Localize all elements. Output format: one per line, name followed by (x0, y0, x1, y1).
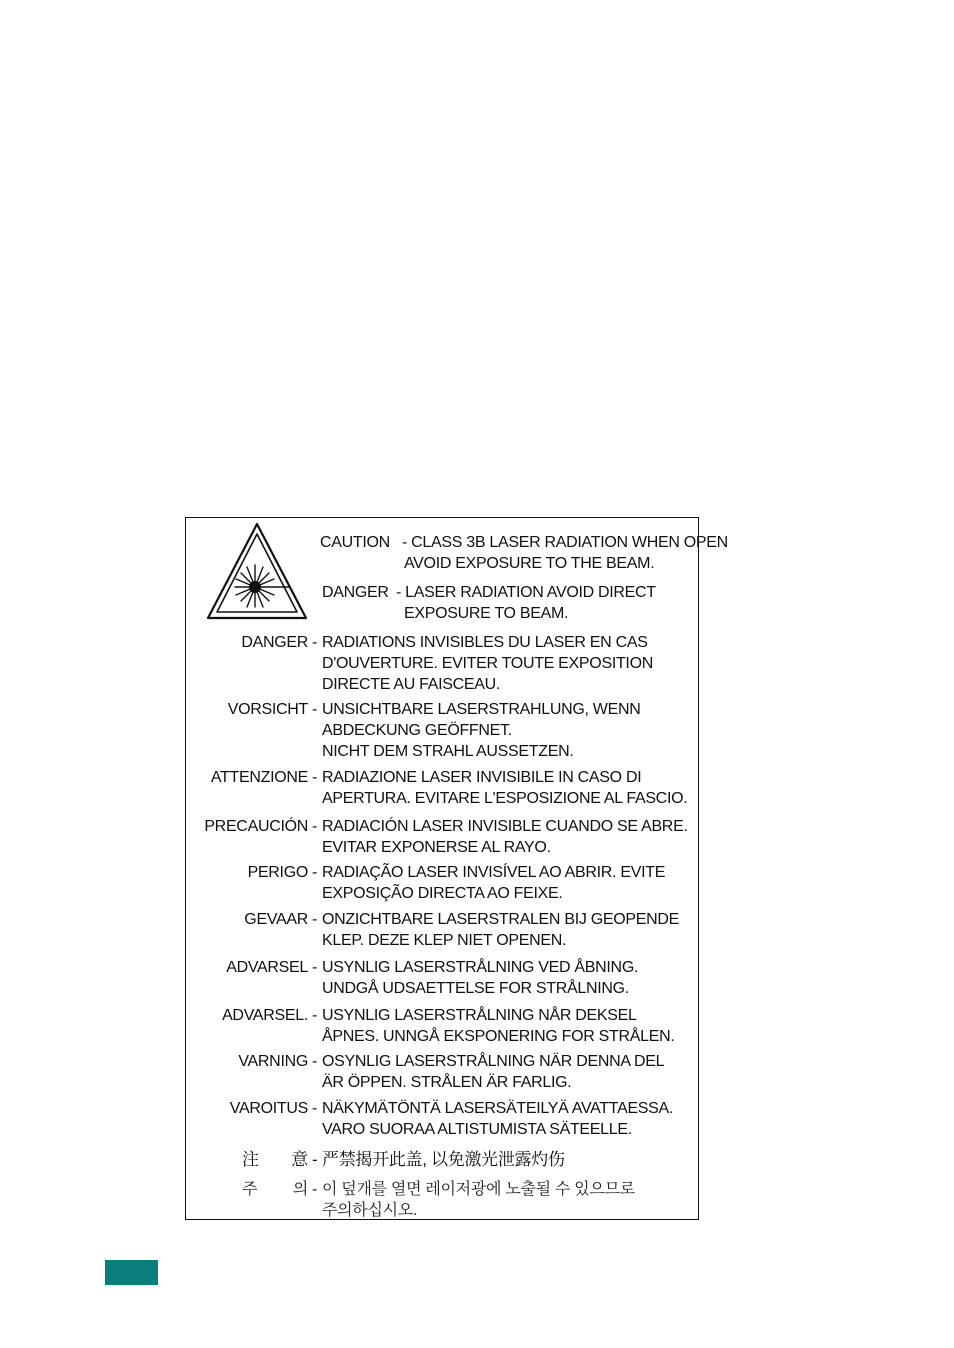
warning-nl-line-1: ONZICHTBARE LASERSTRALEN BIJ GEOPENDE (322, 911, 679, 928)
danger-en-keyword: DANGER (322, 584, 389, 601)
warning-it-line-2: APERTURA. EVITARE L'ESPOSIZIONE AL FASCIO. (322, 790, 688, 807)
laser-warning-label: CAUTION - CLASS 3B LASER RADIATION WHEN OPEN AVOID EXPOSURE TO THE BEAM. DANGER - LASER RADIATION AVOID DIRECT EXPOSURE TO BEAM. DANGER - RADIATIONS INVISIBLES DU LASER EN CAS D'OUVERTURE. EVITER TOUTE EXPOSITION DIRECTE AU FAISCEAU. VORSICHT - UNSICHTBARE LASERSTRAHLUNG, WENN ABDECKUNG GEÖFFNET. NICHT DEM STRAHL AUSSETZEN. ATTENZIONE - RADIAZIONE LASER INVISIBILE IN CASO DI APERTURA. EVITARE L'ESPOSIZIONE AL FASCIO. PRECAUCIÓN - RADIACIÓN LASER INVISIBLE CUANDO SE ABRE. EVITAR EXPONERSE AL RAYO. PERIGO - RADIAÇÃO LASER INVISÍVEL AO ABRIR. EVITE EXPOSIÇÃO DIRECTA AO FEIXE. GEVAAR - ONZICHTBARE LASERSTRALEN BIJ GEOPENDE KLEP. DEZE KLEP NIET OPENEN. ADVARSEL - USYNLIG LASERSTRÅLNING VED ÅBNING. UNDGÅ UDSAETTELSE FOR STRÅLNING. ADVARSEL. - USYNLIG LASERSTRÅLNING NÅR DEKSEL ÅPNES. UNNGÅ EKSPONERING FOR STRÅLEN. VARNING - OSYNLIG LASERSTRÅLNING NÄR DENNA DEL ÄR ÖPPEN. STRÅLEN ÄR FARLIG. VAROITUS - NÄKYMÄTÖNTÄ LASERSÄTEILYÄ AVATTAESSA. VARO SUORAA ALTISTUMISTA SÄTEELLE. 注 意 - 严禁揭开此盖, 以免激光泄露灼伤 주 의 - 이 덮개를 열면 레이저광에 노출될 수 있으므로 주의하십시오. (185, 517, 699, 1220)
warning-de-line-3: NICHT DEM STRAHL AUSSETZEN. (322, 743, 574, 760)
page-corner-tab (105, 1260, 158, 1285)
warning-sv-line-1: OSYNLIG LASERSTRÅLNING NÄR DENNA DEL (322, 1053, 665, 1070)
danger-en-line-1: - LASER RADIATION AVOID DIRECT (396, 584, 656, 601)
warning-sv-line-2: ÄR ÖPPEN. STRÅLEN ÄR FARLIG. (322, 1074, 572, 1091)
warning-da-line-1: USYNLIG LASERSTRÅLNING VED ÅBNING. (322, 959, 639, 976)
laser-radiation-warning-icon (205, 521, 309, 621)
warning-it-keyword: ATTENZIONE (210, 769, 308, 786)
warning-no-line-1: USYNLIG LASERSTRÅLNING NÅR DEKSEL (322, 1007, 637, 1024)
caution-keyword: CAUTION (320, 534, 390, 551)
warning-fi-line-2: VARO SUORAA ALTISTUMISTA SÄTEELLE. (322, 1121, 632, 1138)
danger-en-line-2: EXPOSURE TO BEAM. (404, 605, 569, 622)
warning-fr-line-3: DIRECTE AU FAISCEAU. (322, 676, 501, 693)
warning-it-line-1: RADIAZIONE LASER INVISIBILE IN CASO DI (322, 769, 642, 786)
warning-no-line-2: ÅPNES. UNNGÅ EKSPONERING FOR STRÅLEN. (322, 1028, 675, 1045)
warning-nl-line-2: KLEP. DEZE KLEP NIET OPENEN. (322, 932, 567, 949)
warning-sv-keyword: VARNING (238, 1053, 308, 1070)
warning-fr-keyword: DANGER (241, 634, 308, 651)
warning-pt-keyword: PERIGO (247, 864, 308, 881)
danger-en-text (396, 582, 656, 624)
warning-fr-line-1: RADIATIONS INVISIBLES DU LASER EN CAS (322, 634, 648, 651)
warning-pt-line-2: EXPOSIÇÃO DIRECTA AO FEIXE. (322, 885, 563, 902)
warning-de-line-2: ABDECKUNG GEÖFFNET. (322, 722, 512, 739)
caution-text (402, 532, 728, 574)
warning-de-line-1: UNSICHTBARE LASERSTRAHLUNG, WENN (322, 701, 641, 718)
warning-nl-keyword: GEVAAR (244, 911, 308, 928)
warning-es-keyword: PRECAUCIÓN (204, 818, 308, 835)
warning-fi-keyword: VAROITUS (229, 1100, 308, 1117)
warning-es-line-2: EVITAR EXPONERSE AL RAYO. (322, 839, 551, 856)
warning-fi-line-1: NÄKYMÄTÖNTÄ LASERSÄTEILYÄ AVATTAESSA. (322, 1100, 674, 1117)
caution-line-2: AVOID EXPOSURE TO THE BEAM. (404, 555, 655, 572)
warning-es-line-1: RADIACIÓN LASER INVISIBLE CUANDO SE ABRE. (322, 818, 688, 835)
warning-zh-line-1: 严禁揭开此盖, 以免激光泄露灼伤 (322, 1150, 565, 1169)
warning-ko-line-1: 이 덮개를 열면 레이저광에 노출될 수 있으므로 (322, 1181, 635, 1198)
warning-ko-line-2: 주의하십시오. (322, 1202, 418, 1219)
warning-zh-keyword: 注 意 (242, 1150, 308, 1169)
warning-de-keyword: VORSICHT (227, 701, 308, 718)
warning-pt-line-1: RADIAÇÃO LASER INVISÍVEL AO ABRIR. EVITE (322, 864, 666, 881)
warning-da-keyword: ADVARSEL (226, 959, 308, 976)
warning-fr-line-2: D'OUVERTURE. EVITER TOUTE EXPOSITION (322, 655, 653, 672)
warning-ko-keyword: 주 의 (242, 1181, 308, 1198)
warning-da-line-2: UNDGÅ UDSAETTELSE FOR STRÅLNING. (322, 980, 629, 997)
warning-no-keyword: ADVARSEL. (222, 1007, 308, 1024)
caution-line-1: - CLASS 3B LASER RADIATION WHEN OPEN (402, 534, 728, 551)
